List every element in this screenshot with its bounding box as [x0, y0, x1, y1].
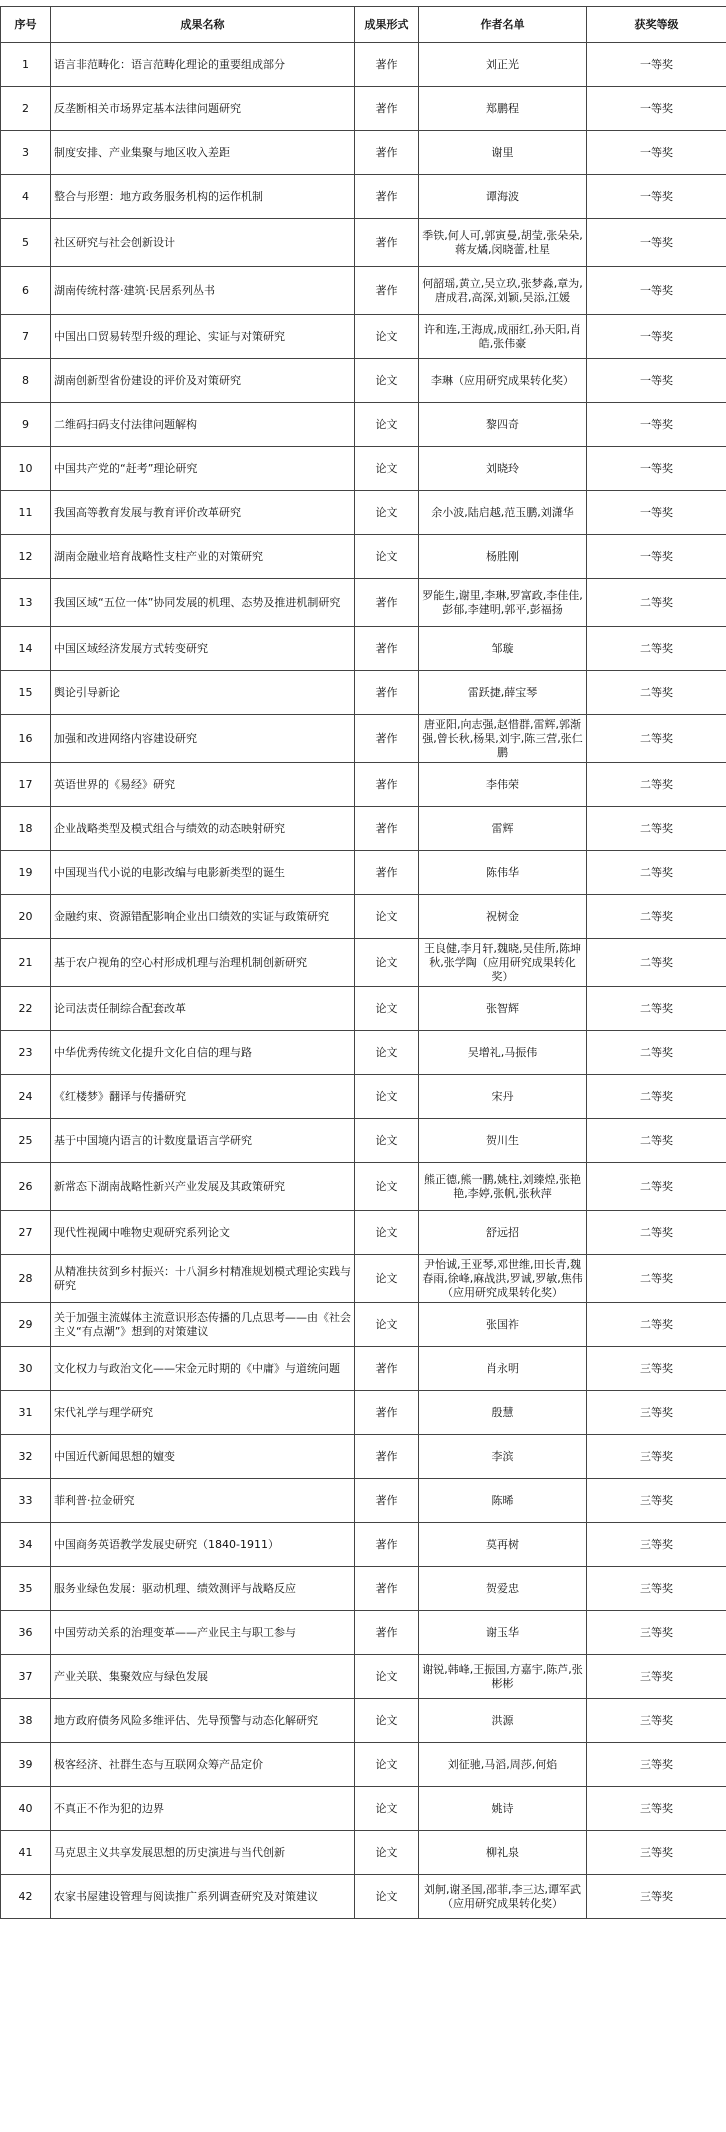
table-row — [1, 1655, 726, 1699]
row-level: 二等奖 — [587, 1255, 726, 1303]
row-type: 论文 — [355, 1875, 419, 1919]
row-authors: 唐亚阳,向志强,赵惜群,雷辉,郭渐强,曾长秋,杨果,刘宇,陈三营,张仁鹏 — [419, 715, 587, 763]
row-title: 整合与形塑：地方政务服务机构的运作机制 — [51, 175, 355, 219]
row-title: 新常态下湖南战略性新兴产业发展及其政策研究 — [51, 1163, 355, 1211]
row-title: 极客经济、社群生态与互联网众筹产品定价 — [51, 1743, 355, 1787]
row-type: 论文 — [355, 1163, 419, 1211]
row-title: 宋代礼学与理学研究 — [51, 1391, 355, 1435]
row-title: 反垄断相关市场界定基本法律问题研究 — [51, 87, 355, 131]
row-title: 语言非范畴化：语言范畴化理论的重要组成部分 — [51, 43, 355, 87]
row-title: 基于农户视角的空心村形成机理与治理机制创新研究 — [51, 939, 355, 987]
table-row — [1, 1743, 726, 1787]
row-authors: 洪源 — [419, 1699, 587, 1743]
row-number: 6 — [1, 267, 51, 315]
table-row — [1, 1435, 726, 1479]
table-row — [1, 715, 726, 763]
row-level: 三等奖 — [587, 1479, 726, 1523]
row-authors: 殷慧 — [419, 1391, 587, 1435]
row-authors: 季铁,何人可,郭寅曼,胡莹,张朵朵,蒋友燏,闵晓蕾,杜星 — [419, 219, 587, 267]
table-row — [1, 671, 726, 715]
row-level: 二等奖 — [587, 1119, 726, 1163]
row-authors: 谢锐,韩峰,王振国,方嘉宇,陈芦,张彬彬 — [419, 1655, 587, 1699]
row-title: 服务业绿色发展：驱动机理、绩效测评与战略反应 — [51, 1567, 355, 1611]
row-authors: 陈晞 — [419, 1479, 587, 1523]
row-title: 关于加强主流媒体主流意识形态传播的几点思考——由《社会主义“有点潮”》想到的对策建议 — [51, 1303, 355, 1347]
row-type: 论文 — [355, 1031, 419, 1075]
row-authors: 王良健,李月轩,魏晓,吴佳所,陈坤秋,张学陶（应用研究成果转化奖） — [419, 939, 587, 987]
table-row — [1, 763, 726, 807]
table-row — [1, 315, 726, 359]
row-type: 论文 — [355, 315, 419, 359]
row-number: 1 — [1, 43, 51, 87]
row-level: 一等奖 — [587, 315, 726, 359]
row-number: 28 — [1, 1255, 51, 1303]
row-number: 33 — [1, 1479, 51, 1523]
row-level: 二等奖 — [587, 1303, 726, 1347]
row-number: 13 — [1, 579, 51, 627]
table-row — [1, 1611, 726, 1655]
row-authors: 罗能生,谢里,李琳,罗富政,李佳佳,彭郁,李建明,郭平,彭福扬 — [419, 579, 587, 627]
table-row — [1, 87, 726, 131]
row-level: 二等奖 — [587, 627, 726, 671]
row-level: 二等奖 — [587, 1211, 726, 1255]
row-title: 文化权力与政治文化——宋金元时期的《中庸》与道统问题 — [51, 1347, 355, 1391]
row-authors: 谢玉华 — [419, 1611, 587, 1655]
table-row — [1, 1255, 726, 1303]
row-number: 16 — [1, 715, 51, 763]
row-authors: 杨胜刚 — [419, 535, 587, 579]
row-title: 《红楼梦》翻译与传播研究 — [51, 1075, 355, 1119]
row-title: 中国区域经济发展方式转变研究 — [51, 627, 355, 671]
table-row — [1, 1875, 726, 1919]
row-authors: 余小波,陆启越,范玉鹏,刘潇华 — [419, 491, 587, 535]
row-authors: 宋丹 — [419, 1075, 587, 1119]
row-authors: 何韶瑶,黄立,吴立玖,张梦淼,章为,唐成君,高深,刘颖,吴添,江媛 — [419, 267, 587, 315]
row-type: 著作 — [355, 763, 419, 807]
row-number: 4 — [1, 175, 51, 219]
row-type: 著作 — [355, 671, 419, 715]
row-number: 24 — [1, 1075, 51, 1119]
row-authors: 刘正光 — [419, 43, 587, 87]
row-number: 8 — [1, 359, 51, 403]
row-number: 3 — [1, 131, 51, 175]
row-number: 36 — [1, 1611, 51, 1655]
table-body — [1, 43, 726, 1919]
row-level: 一等奖 — [587, 447, 726, 491]
row-level: 三等奖 — [587, 1391, 726, 1435]
row-level: 三等奖 — [587, 1699, 726, 1743]
row-title: 中国现当代小说的电影改编与电影新类型的诞生 — [51, 851, 355, 895]
row-type: 论文 — [355, 403, 419, 447]
row-level: 一等奖 — [587, 491, 726, 535]
row-level: 三等奖 — [587, 1435, 726, 1479]
table-row — [1, 1211, 726, 1255]
row-level: 一等奖 — [587, 219, 726, 267]
table-row — [1, 175, 726, 219]
row-number: 19 — [1, 851, 51, 895]
row-type: 著作 — [355, 1391, 419, 1435]
row-level: 二等奖 — [587, 895, 726, 939]
table-row — [1, 1479, 726, 1523]
row-level: 二等奖 — [587, 987, 726, 1031]
row-number: 10 — [1, 447, 51, 491]
row-authors: 熊正德,熊一鹏,姚柱,刘臻煌,张艳艳,李婷,张帆,张秋萍 — [419, 1163, 587, 1211]
row-type: 著作 — [355, 175, 419, 219]
row-level: 一等奖 — [587, 359, 726, 403]
row-type: 著作 — [355, 43, 419, 87]
row-type: 论文 — [355, 1787, 419, 1831]
row-authors: 张智辉 — [419, 987, 587, 1031]
table-row — [1, 1567, 726, 1611]
row-type: 著作 — [355, 715, 419, 763]
table-row — [1, 219, 726, 267]
row-authors: 莫再树 — [419, 1523, 587, 1567]
row-number: 22 — [1, 987, 51, 1031]
row-title: 二维码扫码支付法律问题解构 — [51, 403, 355, 447]
row-number: 17 — [1, 763, 51, 807]
table-row — [1, 1163, 726, 1211]
table-row — [1, 895, 726, 939]
row-title: 企业战略类型及模式组合与绩效的动态映射研究 — [51, 807, 355, 851]
row-level: 一等奖 — [587, 175, 726, 219]
row-type: 论文 — [355, 447, 419, 491]
row-number: 25 — [1, 1119, 51, 1163]
row-level: 二等奖 — [587, 715, 726, 763]
row-level: 三等奖 — [587, 1523, 726, 1567]
row-number: 41 — [1, 1831, 51, 1875]
header-type: 成果形式 — [355, 7, 419, 43]
row-type: 著作 — [355, 1347, 419, 1391]
row-authors: 李滨 — [419, 1435, 587, 1479]
table-row — [1, 807, 726, 851]
row-type: 论文 — [355, 939, 419, 987]
header-level: 获奖等级 — [587, 7, 726, 43]
row-number: 37 — [1, 1655, 51, 1699]
row-level: 三等奖 — [587, 1567, 726, 1611]
row-type: 论文 — [355, 359, 419, 403]
row-type: 论文 — [355, 1075, 419, 1119]
row-level: 三等奖 — [587, 1347, 726, 1391]
awards-table — [0, 6, 726, 1919]
table-row — [1, 1831, 726, 1875]
row-authors: 黎四奇 — [419, 403, 587, 447]
row-number: 20 — [1, 895, 51, 939]
row-authors: 柳礼泉 — [419, 1831, 587, 1875]
row-type: 著作 — [355, 1435, 419, 1479]
header-authors: 作者名单 — [419, 7, 587, 43]
row-authors: 舒远招 — [419, 1211, 587, 1255]
row-title: 农家书屋建设管理与阅读推广系列调查研究及对策建议 — [51, 1875, 355, 1919]
row-level: 三等奖 — [587, 1655, 726, 1699]
row-type: 论文 — [355, 1699, 419, 1743]
row-number: 39 — [1, 1743, 51, 1787]
table-row — [1, 1031, 726, 1075]
row-number: 35 — [1, 1567, 51, 1611]
row-number: 7 — [1, 315, 51, 359]
row-authors: 刘晓玲 — [419, 447, 587, 491]
row-level: 二等奖 — [587, 939, 726, 987]
row-type: 论文 — [355, 987, 419, 1031]
row-title: 中华优秀传统文化提升文化自信的理与路 — [51, 1031, 355, 1075]
table-row — [1, 987, 726, 1031]
row-title: 地方政府债务风险多维评估、先导预警与动态化解研究 — [51, 1699, 355, 1743]
row-authors: 邹璇 — [419, 627, 587, 671]
row-type: 著作 — [355, 87, 419, 131]
row-authors: 李琳（应用研究成果转化奖） — [419, 359, 587, 403]
row-title: 中国劳动关系的治理变革——产业民主与职工参与 — [51, 1611, 355, 1655]
row-title: 英语世界的《易经》研究 — [51, 763, 355, 807]
row-type: 论文 — [355, 1119, 419, 1163]
row-level: 一等奖 — [587, 267, 726, 315]
row-type: 论文 — [355, 491, 419, 535]
row-level: 一等奖 — [587, 403, 726, 447]
row-title: 湖南创新型省份建设的评价及对策研究 — [51, 359, 355, 403]
row-authors: 雷跃捷,薛宝琴 — [419, 671, 587, 715]
row-title: 加强和改进网络内容建设研究 — [51, 715, 355, 763]
row-type: 著作 — [355, 131, 419, 175]
table-row — [1, 1075, 726, 1119]
table-row — [1, 535, 726, 579]
row-authors: 李伟荣 — [419, 763, 587, 807]
row-title: 湖南传统村落·建筑·民居系列丛书 — [51, 267, 355, 315]
row-level: 一等奖 — [587, 535, 726, 579]
row-level: 三等奖 — [587, 1743, 726, 1787]
row-type: 著作 — [355, 1523, 419, 1567]
row-title: 基于中国境内语言的计数度量语言学研究 — [51, 1119, 355, 1163]
table-row — [1, 1391, 726, 1435]
row-type: 论文 — [355, 1211, 419, 1255]
row-title: 中国近代新闻思想的嬗变 — [51, 1435, 355, 1479]
table-row — [1, 359, 726, 403]
row-authors: 吴增礼,马振伟 — [419, 1031, 587, 1075]
row-number: 34 — [1, 1523, 51, 1567]
row-authors: 张国祚 — [419, 1303, 587, 1347]
row-level: 二等奖 — [587, 671, 726, 715]
row-authors: 许和连,王海成,成丽红,孙天阳,肖皓,张伟豪 — [419, 315, 587, 359]
row-title: 制度安排、产业集聚与地区收入差距 — [51, 131, 355, 175]
row-number: 15 — [1, 671, 51, 715]
row-type: 论文 — [355, 895, 419, 939]
row-title: 我国高等教育发展与教育评价改革研究 — [51, 491, 355, 535]
table-row — [1, 131, 726, 175]
table-row — [1, 627, 726, 671]
table-row — [1, 1523, 726, 1567]
row-number: 18 — [1, 807, 51, 851]
row-level: 三等奖 — [587, 1831, 726, 1875]
table-row — [1, 579, 726, 627]
row-level: 一等奖 — [587, 87, 726, 131]
row-authors: 贺川生 — [419, 1119, 587, 1163]
row-authors: 贺爱忠 — [419, 1567, 587, 1611]
table-header-row — [1, 7, 726, 43]
row-level: 二等奖 — [587, 1031, 726, 1075]
table-row — [1, 491, 726, 535]
row-number: 31 — [1, 1391, 51, 1435]
row-authors: 尹怡诚,王亚琴,邓世维,田长青,魏春雨,徐峰,麻战洪,罗诚,罗敏,焦伟（应用研究成果转化奖） — [419, 1255, 587, 1303]
row-type: 论文 — [355, 1303, 419, 1347]
table-row — [1, 1347, 726, 1391]
row-number: 9 — [1, 403, 51, 447]
row-title: 现代性视阈中唯物史观研究系列论文 — [51, 1211, 355, 1255]
row-number: 30 — [1, 1347, 51, 1391]
header-title: 成果名称 — [51, 7, 355, 43]
row-title: 中国出口贸易转型升级的理论、实证与对策研究 — [51, 315, 355, 359]
table-row — [1, 403, 726, 447]
row-number: 26 — [1, 1163, 51, 1211]
row-number: 27 — [1, 1211, 51, 1255]
row-level: 二等奖 — [587, 807, 726, 851]
row-authors: 姚诗 — [419, 1787, 587, 1831]
row-level: 二等奖 — [587, 851, 726, 895]
row-level: 二等奖 — [587, 579, 726, 627]
table-row — [1, 1119, 726, 1163]
row-type: 论文 — [355, 1255, 419, 1303]
row-number: 12 — [1, 535, 51, 579]
row-level: 二等奖 — [587, 763, 726, 807]
row-type: 著作 — [355, 1479, 419, 1523]
row-type: 著作 — [355, 267, 419, 315]
header-num: 序号 — [1, 7, 51, 43]
row-title: 论司法责任制综合配套改革 — [51, 987, 355, 1031]
row-type: 论文 — [355, 535, 419, 579]
row-level: 一等奖 — [587, 131, 726, 175]
row-number: 32 — [1, 1435, 51, 1479]
row-type: 论文 — [355, 1743, 419, 1787]
row-type: 著作 — [355, 627, 419, 671]
row-title: 产业关联、集聚效应与绿色发展 — [51, 1655, 355, 1699]
row-type: 著作 — [355, 219, 419, 267]
row-type: 论文 — [355, 1655, 419, 1699]
table-row — [1, 1699, 726, 1743]
row-authors: 刘舸,谢圣国,邵菲,李三达,谭军武（应用研究成果转化奖） — [419, 1875, 587, 1919]
row-authors: 陈伟华 — [419, 851, 587, 895]
row-level: 三等奖 — [587, 1875, 726, 1919]
row-number: 23 — [1, 1031, 51, 1075]
row-title: 中国商务英语教学发展史研究（1840-1911） — [51, 1523, 355, 1567]
row-authors: 雷辉 — [419, 807, 587, 851]
row-authors: 郑鹏程 — [419, 87, 587, 131]
row-title: 舆论引导新论 — [51, 671, 355, 715]
table-row — [1, 1787, 726, 1831]
row-authors: 肖永明 — [419, 1347, 587, 1391]
row-number: 38 — [1, 1699, 51, 1743]
table-row — [1, 43, 726, 87]
row-authors: 谭海波 — [419, 175, 587, 219]
table-row — [1, 939, 726, 987]
row-number: 42 — [1, 1875, 51, 1919]
row-type: 著作 — [355, 1611, 419, 1655]
row-title: 马克思主义共享发展思想的历史演进与当代创新 — [51, 1831, 355, 1875]
row-level: 二等奖 — [587, 1075, 726, 1119]
row-title: 中国共产党的“赶考”理论研究 — [51, 447, 355, 491]
row-number: 2 — [1, 87, 51, 131]
row-title: 湖南金融业培育战略性支柱产业的对策研究 — [51, 535, 355, 579]
row-type: 著作 — [355, 579, 419, 627]
row-number: 40 — [1, 1787, 51, 1831]
row-number: 5 — [1, 219, 51, 267]
row-title: 金融约束、资源错配影响企业出口绩效的实证与政策研究 — [51, 895, 355, 939]
row-level: 一等奖 — [587, 43, 726, 87]
row-authors: 谢里 — [419, 131, 587, 175]
row-level: 二等奖 — [587, 1163, 726, 1211]
row-number: 11 — [1, 491, 51, 535]
row-authors: 祝树金 — [419, 895, 587, 939]
row-level: 三等奖 — [587, 1787, 726, 1831]
row-title: 我国区域“五位一体”协同发展的机理、态势及推进机制研究 — [51, 579, 355, 627]
row-type: 论文 — [355, 1831, 419, 1875]
row-number: 29 — [1, 1303, 51, 1347]
row-type: 著作 — [355, 807, 419, 851]
row-type: 著作 — [355, 1567, 419, 1611]
row-title: 不真正不作为犯的边界 — [51, 1787, 355, 1831]
table-row — [1, 447, 726, 491]
row-authors: 刘征驰,马滔,周莎,何焰 — [419, 1743, 587, 1787]
row-level: 三等奖 — [587, 1611, 726, 1655]
row-title: 菲利普·拉金研究 — [51, 1479, 355, 1523]
row-type: 著作 — [355, 851, 419, 895]
row-number: 14 — [1, 627, 51, 671]
table-row — [1, 851, 726, 895]
table-row — [1, 267, 726, 315]
row-number: 21 — [1, 939, 51, 987]
table-row — [1, 1303, 726, 1347]
row-title: 从精准扶贫到乡村振兴：十八洞乡村精准规划模式理论实践与研究 — [51, 1255, 355, 1303]
row-title: 社区研究与社会创新设计 — [51, 219, 355, 267]
